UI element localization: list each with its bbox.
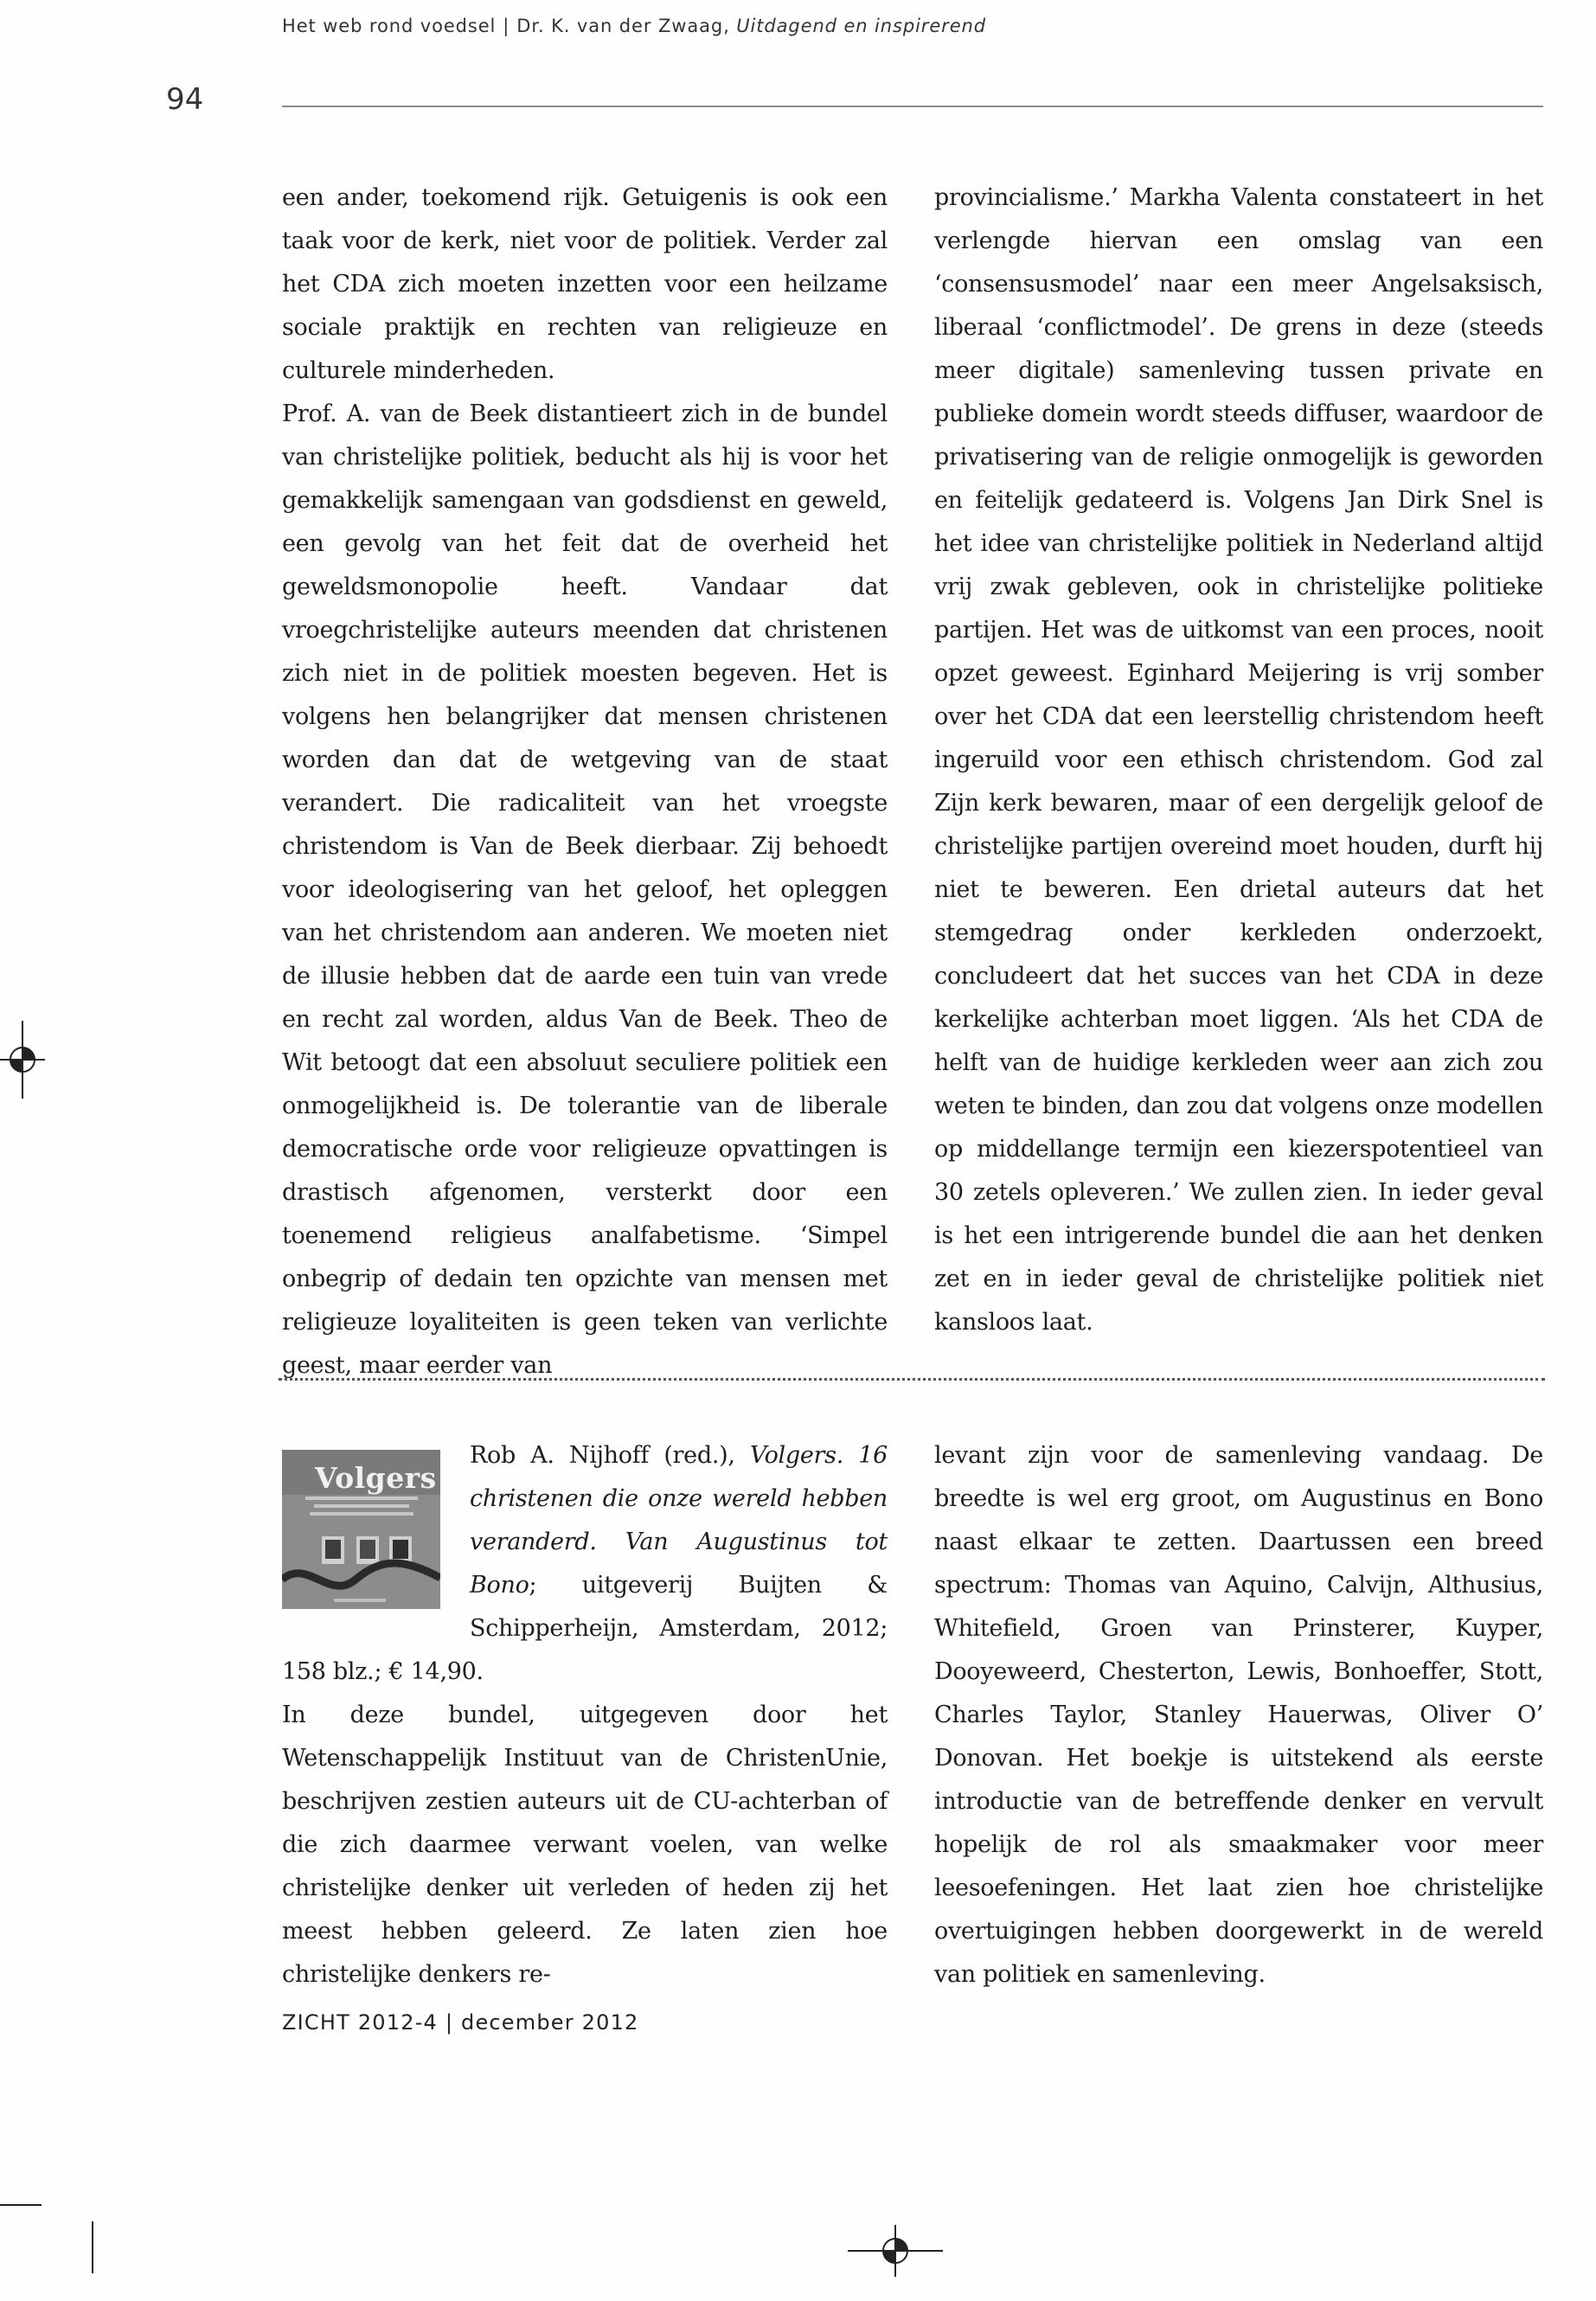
section-divider: [279, 1378, 1545, 1381]
page-number: 94: [166, 82, 204, 117]
header-separator: |: [503, 16, 510, 36]
running-header: [282, 16, 986, 36]
registration-mark-icon: [848, 2225, 943, 2277]
book-cover-title: Volgers: [315, 1461, 437, 1495]
crop-mark: [92, 2221, 93, 2273]
page-footer: [282, 2010, 639, 2035]
essay-left-column: [282, 176, 888, 1388]
crop-mark: [0, 2204, 42, 2206]
review-left-column: [282, 1434, 888, 1997]
footer-date: december 2012: [461, 2010, 639, 2035]
review-paragraph: In deze bundel, uitgegeven door het Wetenschappelijk Instituut van de ChristenUnie, beschrijven zestien auteurs uit de CU-achterban of die zich daarmee verwant voelen, van welke christelijke denker uit verleden of heden zij het meest hebben geleerd. Ze laten zien hoe christelijke denkers re-: [282, 1702, 888, 1988]
book-cover-subtitle-lines: [299, 1497, 423, 1520]
essay-right-column: [934, 176, 1543, 1344]
header-article-title: Uitdagend en inspirerend: [736, 16, 986, 36]
header-author: Dr. K. van der Zwaag,: [516, 16, 730, 36]
citation-details: ; uitgeverij Buijten & Schipperheijn, Amsterdam, 2012; 158 blz.; € 14,90.: [282, 1572, 888, 1685]
essay-paragraph: een ander, toekomend rijk. Getuigenis is ook een taak voor de kerk, niet voor de politiek. Verder zal het CDA zich moeten inzetten voor een heilzame sociale praktijk en rechten van religieuze en culturele minderheden.: [282, 184, 888, 384]
review-paragraph: levant zijn voor de samenleving vandaag. De breedte is wel erg groot, om Augustinus en Bono naast elkaar te zetten. Daartussen een breed spectrum: Thomas van Aquino, Calvijn, Althusius, Whitefield, Groen van Prinsterer, Kuyper, Dooyeweerd, Chesterton, Lewis, Bonhoeffer, Stott, Charles Taylor, Stanley Hauerwas, Oliver O’ Donovan. Het boekje is uitstekend als eerste introductie van de betreffende denker en vervult hopelijk de rol als smaakmaker voor meer leesoefeningen. Het laat zien hoe christelijke overtuigingen hebben doorgewerkt in de wereld van politiek en samenleving.: [934, 1442, 1543, 1988]
section-name: Het web rond voedsel: [282, 16, 497, 36]
essay-paragraph: Prof. A. van de Beek distantieert zich in de bundel van christelijke politiek, beducht als hij is voor het gemakkelijk samengaan van godsdienst en geweld, een gevolg van het feit dat de overheid het geweldsmonopolie heeft. Vandaar dat vroegchristelijke auteurs meenden dat christenen zich niet in de politiek moesten begeven. Het is volgens hen belangrijker dat mensen christenen worden dan dat de wetgeving van de staat verandert. Die radicaliteit van het vroegste christendom is Van de Beek dierbaar. Zij behoedt voor ideologisering van het geloof, het opleggen van het christendom aan anderen. We moeten niet de illusie hebben dat de aarde een tuin van vrede en recht zal worden, aldus Van de Beek. Theo de Wit betoogt dat een absoluut seculiere politiek een onmogelijkheid is. De tolerantie van de liberale democratische orde voor religieuze opvattingen is drastisch afgenomen, versterkt door een toenemend religieus analfabetisme. ‘Simpel onbegrip of dedain ten opzichte van mensen met religieuze loyaliteiten is geen teken van verlichte geest, maar eerder van: [282, 401, 888, 1379]
book-cover-image: [282, 1450, 440, 1609]
registration-mark-icon: [0, 1021, 45, 1099]
review-right-column: [934, 1434, 1543, 1997]
footer-separator: |: [445, 2010, 454, 2035]
citation-editor: Rob A. Nijhoff (red.),: [470, 1442, 735, 1469]
footer-journal: ZICHT 2012-4: [282, 2010, 439, 2035]
header-rule: [282, 106, 1543, 107]
essay-paragraph: provincialisme.’ Markha Valenta constateert in het verlengde hiervan een omslag van een ‘consensusmodel’ naar een meer Angelsaksisch, liberaal ‘conflictmodel’. De grens in deze (steeds meer digitale) samenleving tussen private en publieke domein wordt steeds diffuser, waardoor de privatisering van de religie onmogelijk is geworden en feitelijk gedateerd is. Volgens Jan Dirk Snel is het idee van christelijke politiek in Nederland altijd vrij zwak gebleven, ook in christelijke politieke partijen. Het was de uitkomst van een proces, nooit opzet geweest. Eginhard Meijering is vrij somber over het CDA dat een leerstellig christendom heeft ingeruild voor een ethisch christendom. God zal Zijn kerk bewaren, maar of een dergelijk geloof de christelijke partijen overeind moet houden, durft hij niet te beweren. Een drietal auteurs dat het stemgedrag onder kerkleden onderzoekt, concludeert dat het succes van het CDA in deze kerkelijke achterban moet liggen. ‘Als het CDA de helft van de huidige kerkleden weer aan zich zou weten te binden, dan zou dat volgens onze modellen op middellange termijn een kiezerspotentieel van 30 zetels opleveren.’ We zullen zien. In ieder geval is het een intrigerende bundel die aan het denken zet en in ieder geval de christelijke politiek niet kansloos laat.: [934, 184, 1543, 1336]
citation-title: Volgers. 16 christenen die onze wereld hebben veranderd. Van Augustinus tot Bono: [470, 1442, 888, 1599]
